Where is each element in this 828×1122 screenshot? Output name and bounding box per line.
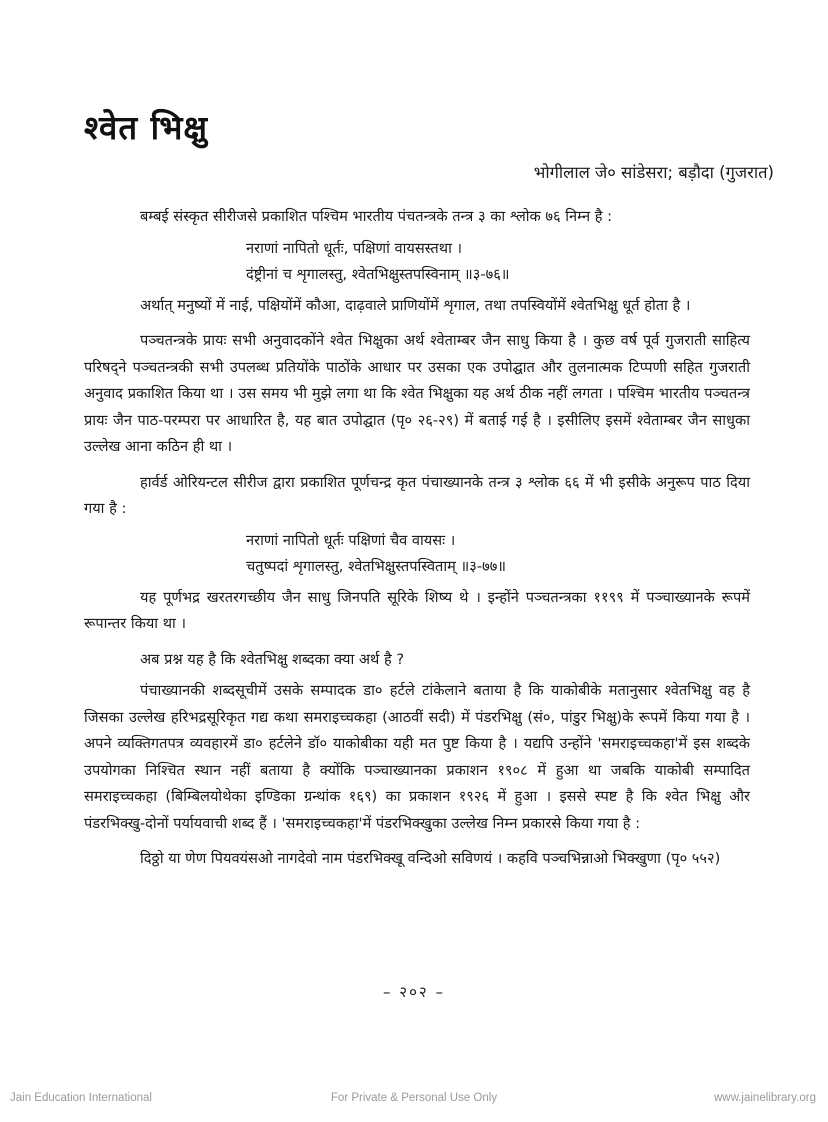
- paragraph: दिठ्ठो या णेण पियवयंसओ नागदेवो नाम पंडरभिक्खू वन्दिओ सविणयं । कहवि पञ्चभिन्नाओ भिक्खुणा (पृ० ५५२): [140, 850, 721, 867]
- paragraph: यह पूर्णभद्र खरतरगच्छीय जैन साधु जिनपति सूरिके शिष्य थे । इन्होंने पञ्चतन्त्रका ११९९ में पञ्चाख्यानके रूपमें रूपान्तर किया था ।: [84, 588, 750, 632]
- verse-line: चतुष्पदां शृगालस्तु, श्वेतभिक्षुस्तपस्विताम् ॥३-७७॥: [246, 558, 507, 575]
- paragraph: अर्थात् मनुष्यों में नाई, पक्षियोंमें कौआ, दाढ़वाले प्राणियोंमें शृगाल, तथा तपस्वियोंमें श्वेतभिक्षु धूर्त होता है ।: [140, 296, 691, 314]
- author-byline: भोगीलाल जे० सांडेसरा; बड़ौदा (गुजरात): [533, 163, 774, 182]
- footer-publisher: Jain Education International: [10, 1092, 152, 1104]
- footer: [0, 1092, 828, 1110]
- article-body: [84, 204, 750, 878]
- paragraph: बम्बई संस्कृत सीरीजसे प्रकाशित पश्चिम भारतीय पंचतन्त्रके तन्त्र ३ का श्लोक ७६ निम्न है :: [140, 208, 613, 225]
- page-number: – २०२ –: [383, 983, 445, 1001]
- footer-website-link[interactable]: www.jainelibrary.org: [713, 1092, 816, 1104]
- paragraph: पंचाख्यानकी शब्दसूचीमें उसके सम्पादक डा० हर्टले टांकेलाने बताया है कि याकोबीके मतानुसार श्वेतभिक्षु वह है जिसका उल्लेख हरिभद्रसूरिकृत गद्य कथा समराइच्चकहा (आठवीं सदी) में पंडरभिक्षु (सं०, पांडुर भिक्षु)के रूपमें किया गया है । अपने व्यक्तिगतपत्र व्यवहारमें डा० हर्टलेने डॉ० याकोबीका यही मत पुष्ट किया है । यद्यपि उन्होंने 'समराइच्चकहा'में इस शब्दके उपयोगका निश्चित स्थान नहीं बताया है क्योंकि पञ्चाख्यानका प्रकाशन १९०८ में हुआ था जबकि याकोबी सम्पादित समराइच्चकहा (बिम्बिलयोथेका इण्डिका ग्रन्थांक १६९) का प्रकाशन १९२६ में हुआ । इससे स्पष्ट है कि श्वेत भिक्षु और पंडरभिक्खु-दोनों पर्यायवाची शब्द हैं । 'समराइच्चकहा'में पंडरभिक्खुका उल्लेख निम्न प्रकारसे किया गया है :: [84, 682, 750, 832]
- paragraph: पञ्चतन्त्रके प्रायः सभी अनुवादकोंने श्वेत भिक्षुका अर्थ श्वेताम्बर जैन साधु किया है । कुछ वर्ष पूर्व गुजराती साहित्य परिषद्ने पञ्चतन्त्रकी सभी उपलब्ध प्रतियोंके पाठोंके आधार पर उसका एक उपोद्घात और तुलनात्मक टिप्पणी सहित गुजराती अनुवाद प्रकाशित किया था । उस समय भी मुझे लगा था कि श्वेत भिक्षुका यह अर्थ ठीक नहीं लगता । पश्चिम भारतीय पञ्चतन्त्र प्रायः जैन पाठ-परम्परा पर आधारित है, यह बात उपोद्घात (पृ० २६-२९) में बताई गई है । इसीलिए इसमें श्वेताम्बर जैन साधुका उल्लेख आना कठिन ही था ।: [84, 332, 750, 455]
- article-title: श्वेत भिक्षु: [84, 108, 209, 147]
- paragraph: अब प्रश्न यह है कि श्वेतभिक्षु शब्दका क्या अर्थ है ?: [140, 650, 405, 668]
- verse-line: नराणां नापितो धूर्तः, पक्षिणां वायसस्तथा ।: [246, 239, 463, 257]
- verse-line: दंष्ट्रीनां च शृगालस्तु, श्वेतभिक्षुस्तपस्विनाम् ॥३-७६॥: [246, 266, 510, 283]
- footer-usage-note: For Private & Personal Use Only: [330, 1092, 498, 1104]
- paragraph: हार्वर्ड ओरियन्टल सीरीज द्वारा प्रकाशित पूर्णचन्द्र कृत पंचाख्यानके तन्त्र ३ श्लोक ६६ में भी इसीके अनुरूप पाठ दिया गया है :: [84, 473, 750, 517]
- verse-line: नराणां नापितो धूर्तः पक्षिणां चैव वायसः ।: [246, 531, 456, 549]
